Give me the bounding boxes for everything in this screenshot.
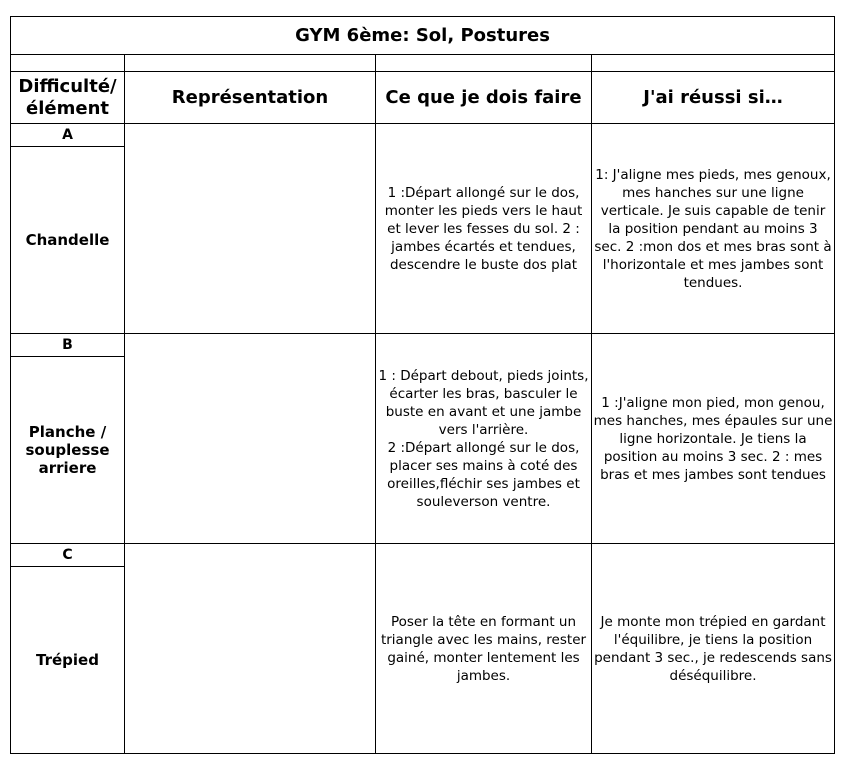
header-todo: Ce que je dois faire [376,72,592,124]
postures-table [10,16,835,754]
todo-cell: Poser la tête en formant un triangle avec les mains, rester gainé, monter lentement les jambes. [376,544,592,754]
spacer-cell [11,55,125,72]
element-name: Chandelle [11,147,125,334]
todo-cell: 1 :Départ allongé sur le dos, monter les pieds vers le haut et lever les fesses du sol. 2 : jambes écartés et tendues, descendre le buste dos plat [376,124,592,334]
page-title: GYM 6ème: Sol, Postures [11,17,835,55]
header-difficulty: Difficulté/ élément [11,72,125,124]
worksheet [10,16,834,754]
representation-cell [125,544,376,754]
element-name: Trépied [11,567,125,754]
spacer-cell [376,55,592,72]
header-success: J'ai réussi si… [592,72,835,124]
header-representation: Représentation [125,72,376,124]
success-cell: Je monte mon trépied en gardant l'équilibre, je tiens la position pendant 3 sec., je redescends sans déséquilibre. [592,544,835,754]
representation-cell [125,334,376,544]
element-name: Planche / souplesse arriere [11,357,125,544]
table-row [11,124,835,147]
spacer-cell [125,55,376,72]
header-row [11,72,835,124]
level-label: B [11,334,125,357]
level-label: C [11,544,125,567]
spacer-cell [592,55,835,72]
success-cell: 1: J'aligne mes pieds, mes genoux, mes hanches sur une ligne verticale. Je suis capable de tenir la position pendant au moins 3 sec. 2 :mon dos et mes bras sont à l'horizontale et mes jambes sont tendues. [592,124,835,334]
level-label: A [11,124,125,147]
table-row [11,334,835,357]
todo-cell: 1 : Départ debout, pieds joints, écarter les bras, basculer le buste en avant et une jambe vers l'arrière. 2 :Départ allongé sur le dos, placer ses mains à coté des oreilles,fléchir ses jambes et souleverson ventre. [376,334,592,544]
success-cell: 1 :J'aligne mon pied, mon genou, mes hanches, mes épaules sur une ligne horizontale. Je tiens la position au moins 3 sec. 2 : mes bras et mes jambes sont tendues [592,334,835,544]
title-row [11,17,835,55]
representation-cell [125,124,376,334]
spacer-row [11,55,835,72]
table-row [11,544,835,567]
